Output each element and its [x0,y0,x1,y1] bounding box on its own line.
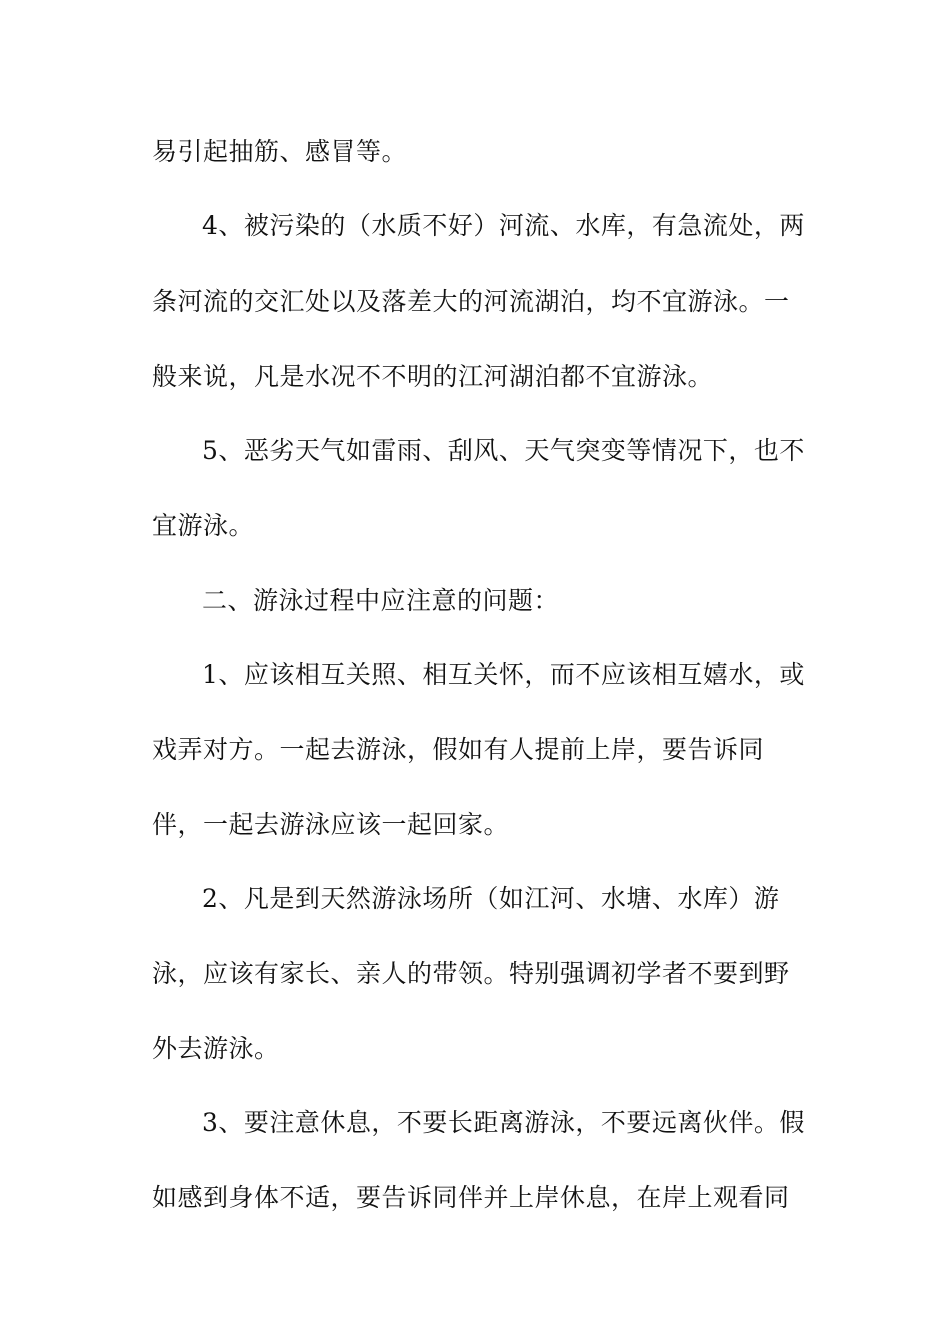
text-line: 1、应该相互关照、相互关怀，而不应该相互嬉水，或 [202,660,805,689]
text-line: 条河流的交汇处以及落差大的河流湖泊，均不宜游泳。一 [152,287,790,316]
text-line: 戏弄对方。一起去游泳，假如有人提前上岸，要告诉同 [152,735,765,764]
text-line: 般来说，凡是水况不不明的江河湖泊都不宜游泳。 [152,362,714,391]
text-line: 5、恶劣天气如雷雨、刮风、天气突变等情况下，也不 [202,436,805,465]
text-line: 3、要注意休息，不要长距离游泳，不要远离伙伴。假 [202,1108,805,1137]
text-line: 如感到身体不适，要告诉同伴并上岸休息，在岸上观看同 [152,1183,790,1212]
text-line: 4、被污染的（水质不好）河流、水库，有急流处，两 [202,211,805,240]
text-line: 易引起抽筋、感冒等。 [152,137,408,166]
text-line: 泳，应该有家长、亲人的带领。特别强调初学者不要到野 [152,959,790,988]
section-heading: 二、游泳过程中应注意的问题： [202,586,560,615]
text-line: 外去游泳。 [152,1034,280,1063]
text-line: 宜游泳。 [152,511,255,540]
text-line: 2、凡是到天然游泳场所（如江河、水塘、水库）游 [202,884,780,913]
text-line: 伴，一起去游泳应该一起回家。 [152,810,510,839]
